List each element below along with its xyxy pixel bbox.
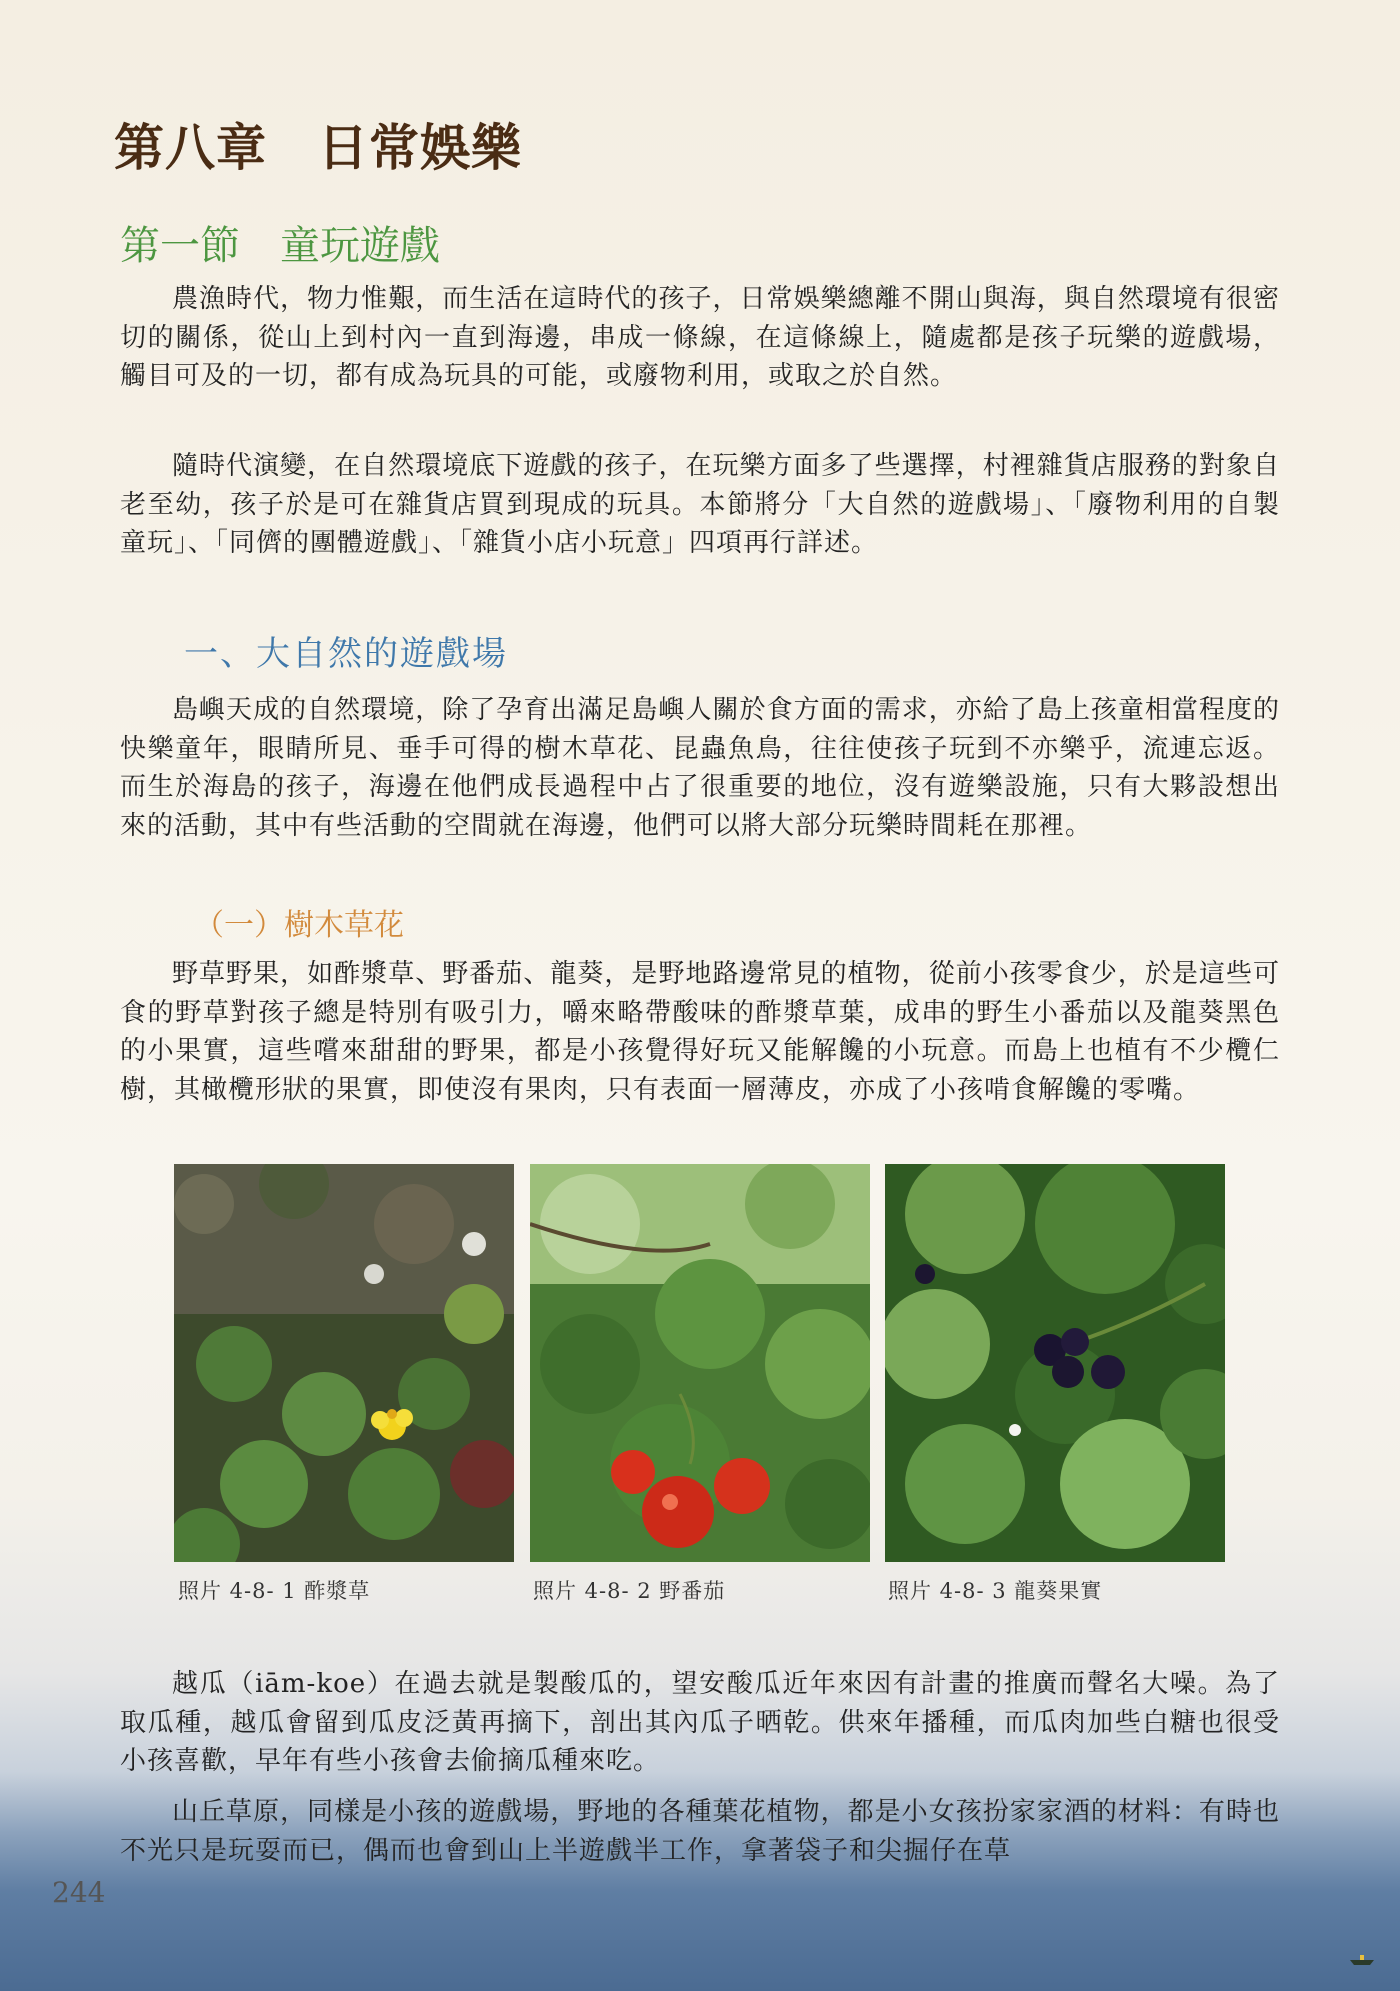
- intro-paragraph-1: 農漁時代，物力惟艱，而生活在這時代的孩子，日常娛樂總離不開山與海，與自然環境有很密切的關係，從山上到村內一直到海邊，串成一條線，在這條線上，隨處都是孩子玩樂的遊戲場，觸目可及的一切，都有成為玩具的可能，或廢物利用，或取之於自然。: [120, 284, 1280, 391]
- body-paragraph-2: 山丘草原，同樣是小孩的遊戲場，野地的各種葉花植物，都是小女孩扮家家酒的材料：有時也不光只是玩耍而已，偶而也會到山上半遊戲半工作，拿著袋子和尖掘仔在草: [120, 1797, 1280, 1866]
- subsection-title: 一、大自然的遊戲場: [184, 634, 508, 674]
- photo-wood-sorrel: [174, 1164, 514, 1562]
- photo-caption-2: 照片 4-8- 2 野番茄: [533, 1579, 726, 1603]
- subsection-paragraph: 島嶼天成的自然環境，除了孕育出滿足島嶼人關於食方面的需求，亦給了島上孩童相當程度的快樂童年，眼睛所見、垂手可得的樹木草花、昆蟲魚鳥，往往使孩子玩到不亦樂乎，流連忘返。而生於海島的孩子，海邊在他們成長過程中占了很重要的地位，沒有遊樂設施，只有大夥設想出來的活動，其中有些活動的空間就在海邊，他們可以將大部分玩樂時間耗在那裡。: [120, 695, 1280, 841]
- intro-paragraph-2: 隨時代演變，在自然環境底下遊戲的孩子，在玩樂方面多了些選擇，村裡雜貨店服務的對象自老至幼，孩子於是可在雜貨店買到現成的玩具。本節將分「大自然的遊戲場」、「廢物利用的自製童玩」、「同儕的團體遊戲」、「雜貨小店小玩意」四項再行詳述。: [120, 451, 1280, 558]
- item-paragraph: 野草野果，如酢漿草、野番茄、龍葵，是野地路邊常見的植物，從前小孩零食少，於是這些可食的野草對孩子總是特別有吸引力，嚼來略帶酸味的酢漿草葉，成串的野生小番茄以及龍葵黑色的小果實，這些嚐來甜甜的野果，都是小孩覺得好玩又能解饞的小玩意。而島上也植有不少欖仁樹，其橄欖形狀的果實，即使沒有果肉，只有表面一層薄皮，亦成了小孩啃食解饞的零嘴。: [120, 959, 1280, 1105]
- photo-caption-3: 照片 4-8- 3 龍葵果實: [888, 1579, 1103, 1603]
- photo-caption-1: 照片 4-8- 1 酢漿草: [178, 1579, 371, 1603]
- body-paragraph-1: 越瓜（iām-koe）在過去就是製酸瓜的，望安酸瓜近年來因有計畫的推廣而聲名大噪。為了取瓜種，越瓜會留到瓜皮泛黃再摘下，剖出其內瓜子晒乾。供來年播種，而瓜肉加些白糖也很受小孩喜歡，早年有些小孩會去偷摘瓜種來吃。: [120, 1669, 1280, 1776]
- section-title: 第一節 童玩遊戲: [120, 223, 440, 269]
- chapter-title: 第八章 日常娛樂: [114, 119, 522, 177]
- boat-icon: [1348, 1954, 1376, 1966]
- item-title: （一）樹木草花: [194, 908, 404, 943]
- page-number: 244: [52, 1876, 106, 1909]
- photo-wild-tomato: [530, 1164, 870, 1562]
- photo-nightshade: [885, 1164, 1225, 1562]
